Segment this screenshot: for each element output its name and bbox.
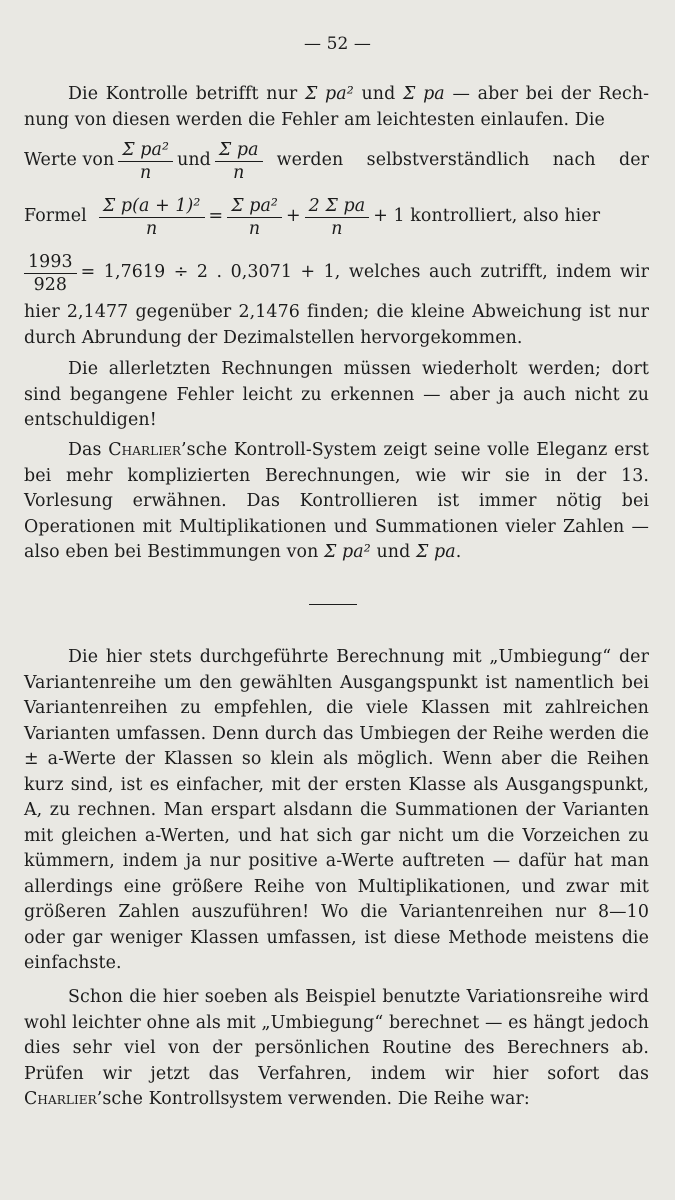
formula-line [24,192,649,242]
text: und [361,84,396,104]
numerator: Σ p(a + 1)² [99,195,205,218]
math-sum-pa: Σ pa [415,542,456,562]
author-name: Charlier [108,440,182,460]
text: + 1 kontrolliert, also hier [373,206,601,227]
denominator: n [233,162,245,183]
denominator: n [331,218,343,239]
denominator: 928 [33,274,68,295]
paragraph-example [24,985,649,1113]
text: Werte von [24,150,115,171]
fraction-formula-right [305,195,370,240]
text: Schon die hier soeben als Beispiel benutzte Variationsreihe wird wohl leichter ohne als mit „Umbiegung“ berechnet — es hängt jedoch dies sehr viel von der persönlichen Routine des Berechners ab. Prüfen wir jetzt das Verfahren, indem wir hier sofort das [24,987,649,1084]
equals-sign: = [208,206,224,227]
paragraph-charlier [24,438,649,566]
denominator: n [248,218,261,239]
author-name: Charlier [24,1089,97,1109]
text: . [455,542,462,562]
numerator: 2 Σ pa [305,195,370,218]
werte-line [24,136,649,186]
text: Formel [24,206,87,227]
paragraph-umbiegung: Die hier stets durchgeführte Berechnung mit „Umbiegung“ der Variantenreihe um den gewählten Ausgangspunkt ist namentlich bei Variantenreihen zu empfehlen, die viele Klassen mit zahlreichen Varianten umfassen. Denn durch das Umbiegen der Reihe werden die ± a-Werte der Klassen so klein als möglich. Wenn aber die Reihen kurz sind, ist es einfacher, mit der ersten Klasse als Ausgangspunkt, A, zu rechnen. Man erspart alsdann die Summationen der Varianten mit gleichen a-Werten, und hat sich gar nicht um die Vorzeichen zu kümmern, indem ja nur positive a-Werte auftreten — dafür hat man allerdings eine größere Reihe von Multiplikationen, und zwar mit größeren Zahlen auszuführen! Wo die Variantenreihen nur 8—10 oder gar weniger Klassen umfassen, ist diese Methode meistens die einfachste. [24,647,649,973]
denominator: n [140,162,152,183]
page-number: — 52 — [303,34,372,54]
numerator: 1993 [24,251,77,274]
math-sum-pa2: Σ pa² [324,542,371,562]
numeric-check-line [24,248,649,298]
text: ’sche Kontrollsystem verwenden. Die Reihe war: [96,1089,530,1109]
text: Die Kontrolle betrifft nur [68,84,298,104]
text: und [177,150,211,171]
paragraph-deviation: hier 2,1477 gegenüber 2,1476 finden; die kleine Abweichung ist nur durch Abrundung der Dezimalstellen hervorgekommen. [24,302,649,348]
fraction-formula-mid [227,195,282,240]
text: ’sche Kontroll-System zeigt seine volle Eleganz erst bei mehr komplizierten Berechnungen, wie wir sie in der 13. Vorlesung erwähnen. Das Kontrollieren ist immer nötig bei Operationen mit Multiplikationen und Summationen vieler Zahlen — also eben bei Bestimmungen von [24,440,650,562]
plus-sign: + [285,206,301,227]
math-sum-pa2: Σ pa² [305,84,354,104]
text: = 1,7619 ÷ 2 . 0,3071 + 1, welches auch zutrifft, indem wir [80,262,649,283]
text: — aber bei der Rechnung von diesen werden die Fehler am leichtesten einlaufen. Die [24,84,650,130]
numerator: Σ pa² [118,139,173,162]
fraction-pa2-n [118,139,173,184]
numerator: Σ pa² [227,195,282,218]
paragraph-last-calculations: Die allerletzten Rechnungen müssen wiederholt werden; dort sind begangene Fehler leicht zu erkennen — aber ja auch nicht zu entschuldigen! [24,359,649,430]
paragraph-control [24,82,649,133]
denominator: n [146,218,158,239]
text: werden selbstverständlich nach der [276,150,649,171]
text: Das [68,440,102,460]
math-sum-pa: Σ pa [403,84,445,104]
text: und [376,542,411,562]
section-divider [309,604,357,605]
numerator: Σ pa [215,139,263,162]
fraction-pa-n [215,139,263,184]
fraction-1993-928 [24,251,77,296]
fraction-formula-left [99,195,205,240]
